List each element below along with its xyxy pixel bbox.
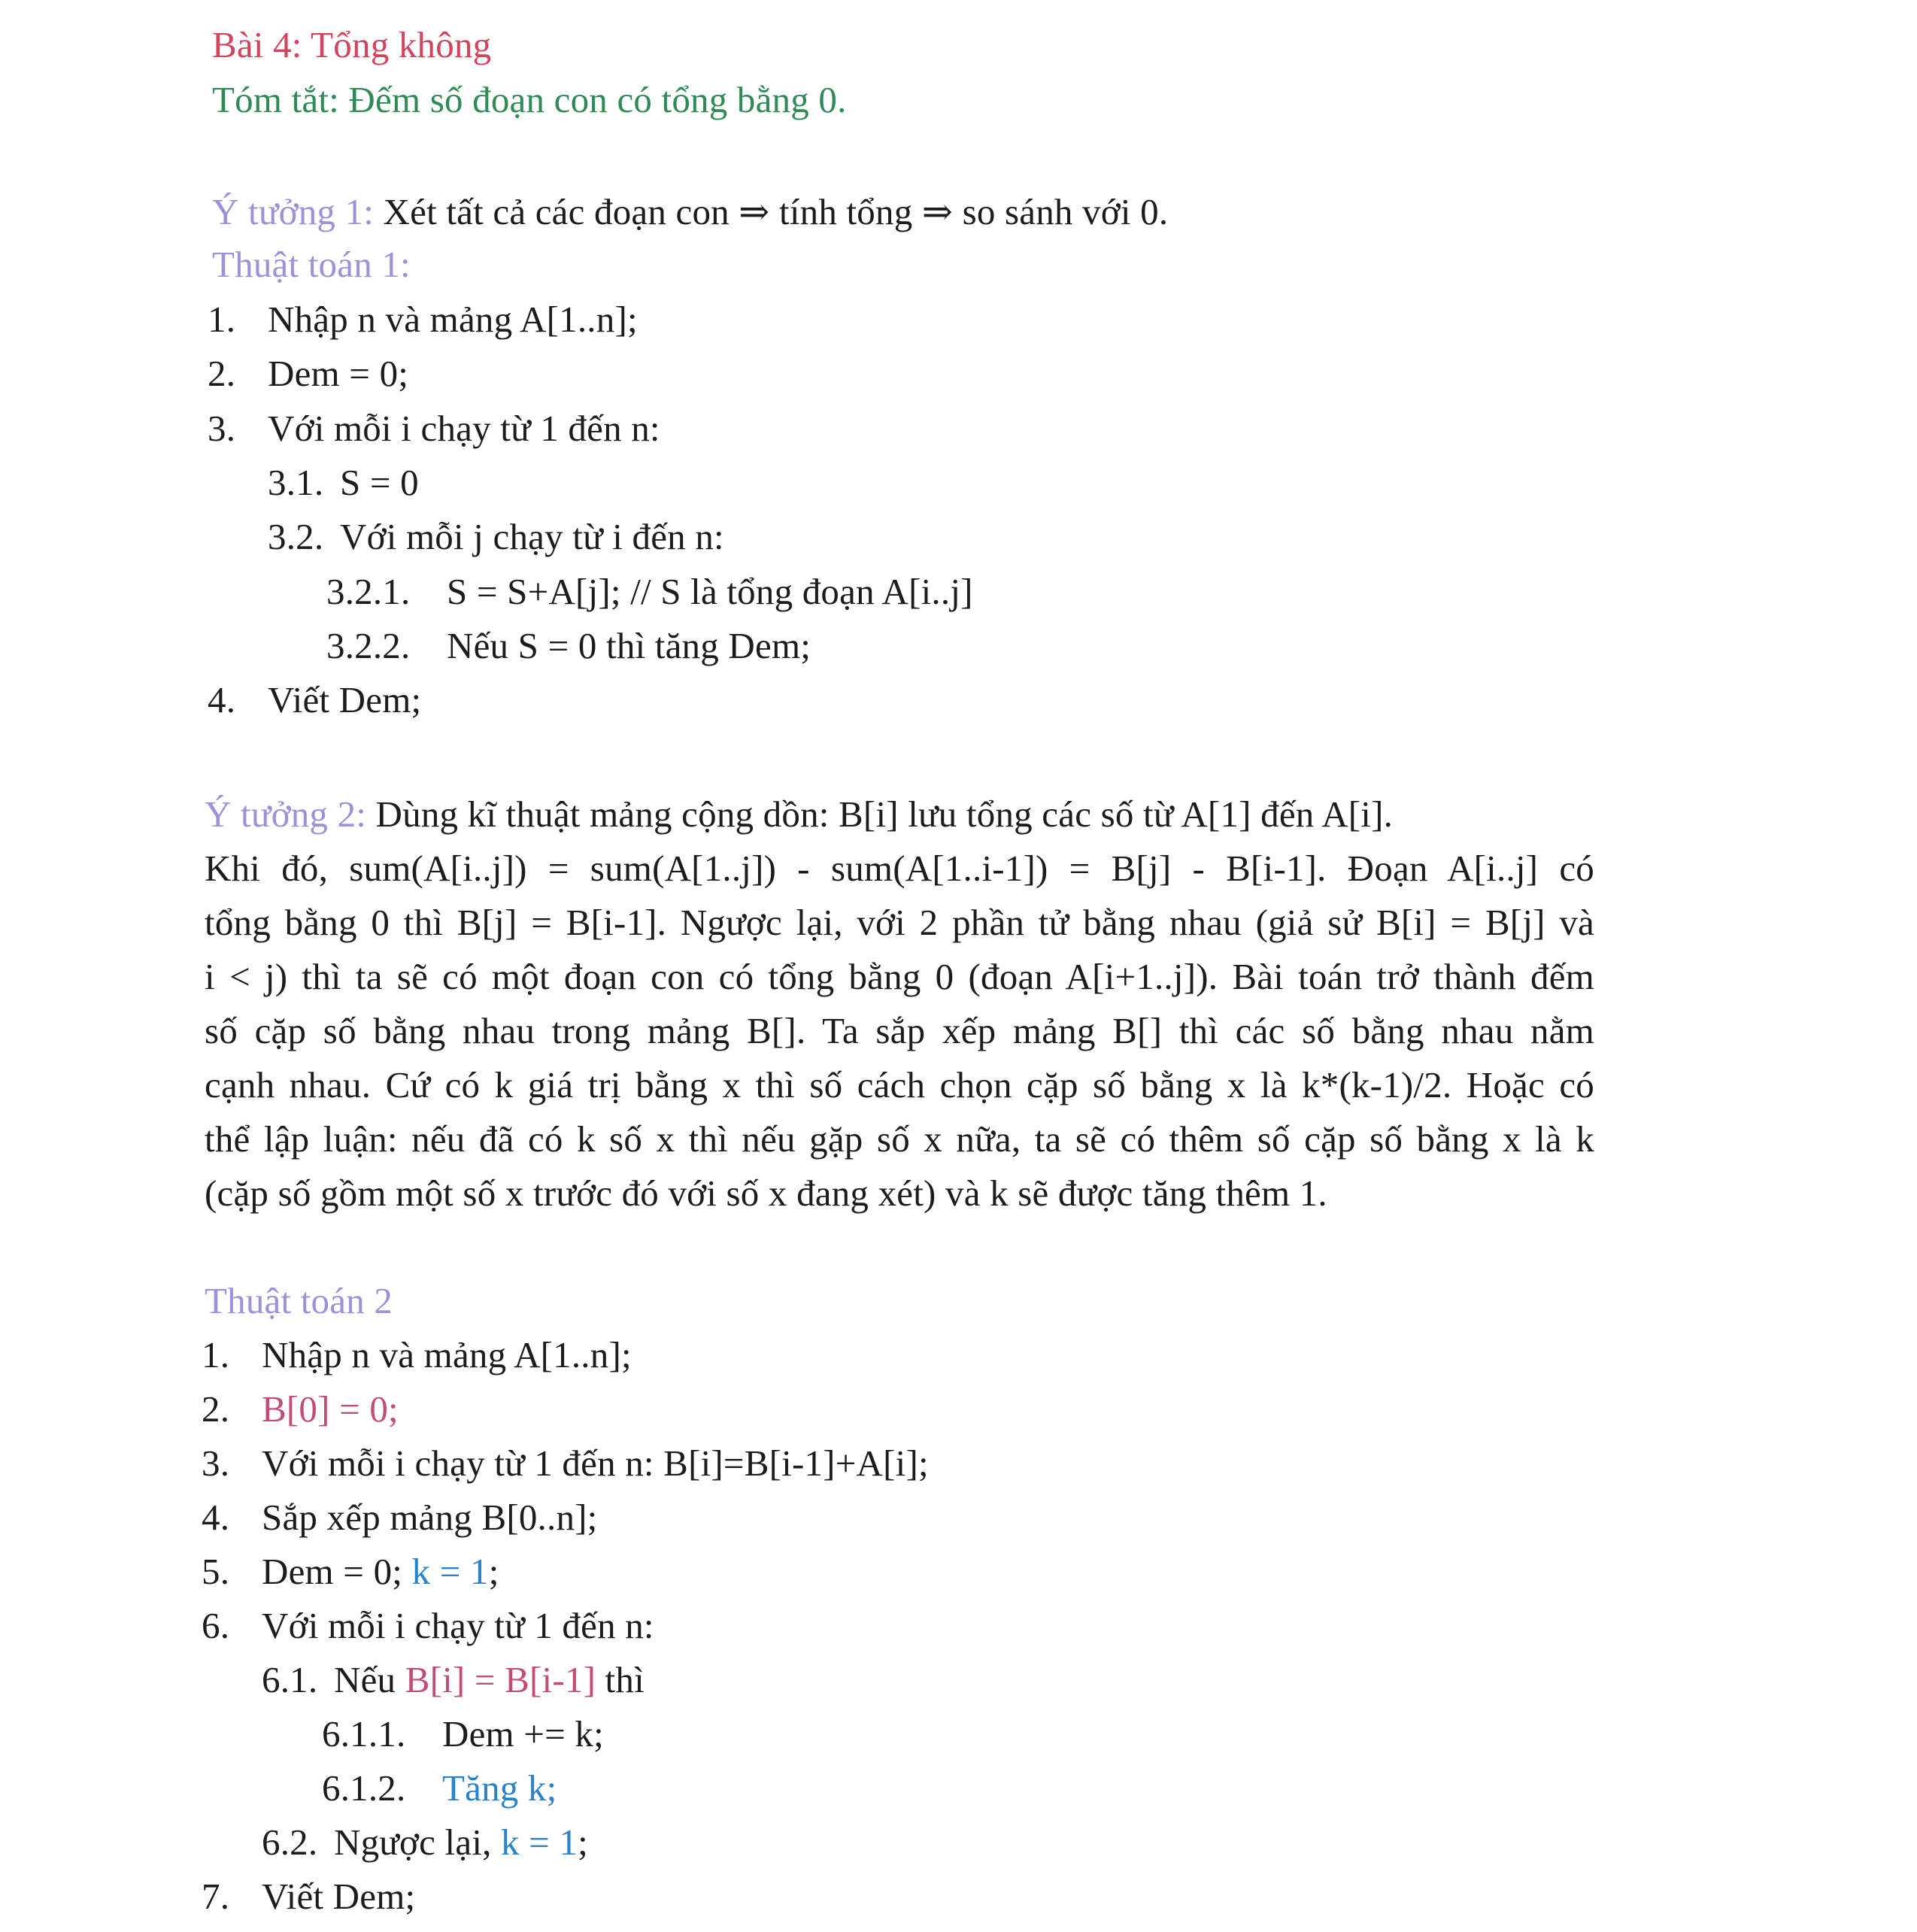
step-text: Ngược lại,: [334, 1821, 502, 1863]
step-text: Nếu S = 0 thì tăng Dem;: [447, 625, 811, 666]
step-number: 2.: [208, 353, 236, 394]
step-number: 3.2.2.: [326, 625, 411, 666]
step-number: 4.: [202, 1497, 230, 1538]
paragraph-line: Khi đó, sum(A[i..j]) = sum(A[1..j]) - sum(A[1..i-1]) = B[j] - B[i-1]. Đoạn A[i..j] có: [205, 848, 1594, 889]
algo2-step: [202, 1549, 499, 1594]
step-text: Nếu: [334, 1659, 405, 1700]
step-text-end: ;: [488, 1551, 499, 1592]
step-text: Dem = 0;: [262, 1551, 412, 1592]
step-text: B[0] = 0;: [262, 1388, 399, 1430]
algo1-step: [208, 351, 408, 396]
highlight-k-reset: k = 1: [501, 1821, 578, 1863]
step-text: Dem += k;: [442, 1713, 604, 1755]
algo1-heading: Thuật toán 1:: [212, 244, 411, 285]
step-number: 1.: [208, 299, 236, 340]
algo2-step: [202, 1495, 598, 1540]
page-title: Bài 4: Tổng không: [212, 24, 492, 65]
idea2-text: Dùng kĩ thuật mảng cộng dồn: B[i] lưu tổng các số từ A[1] đến A[i].: [366, 793, 1394, 835]
step-number: 7.: [202, 1876, 230, 1917]
algo1-step: [268, 460, 419, 505]
highlight-k-init: k = 1: [411, 1551, 489, 1592]
algo2-step: [262, 1820, 588, 1865]
step-text: Dem = 0;: [268, 353, 409, 394]
step-number: 6.1.1.: [322, 1713, 406, 1755]
step-number: 6.2.: [262, 1821, 318, 1863]
step-text: Với mỗi i chạy từ 1 đến n:: [268, 408, 660, 449]
step-text: Viết Dem;: [268, 679, 422, 720]
step-number: 3.2.: [268, 516, 324, 557]
paragraph-line: thể lập luận: nếu đã có k số x thì nếu gặp số x nữa, ta sẽ có thêm số cặp số bằng x là k: [205, 1118, 1594, 1160]
algo1-step: [208, 406, 660, 451]
paragraph-line: tổng bằng 0 thì B[j] = B[i-1]. Ngược lại, với 2 phần tử bằng nhau (giả sử B[i] = B[j] và: [205, 902, 1594, 943]
idea1-text: Xét tất cả các đoạn con ⇒ tính tổng ⇒ so sánh với 0.: [374, 191, 1169, 232]
step-number: 4.: [208, 679, 236, 720]
step-text-end: ;: [578, 1821, 588, 1863]
algo2-step: [322, 1766, 557, 1811]
algo1-step: [208, 297, 638, 342]
algo2-step: [202, 1603, 654, 1648]
highlight-condition: B[i] = B[i-1]: [405, 1659, 596, 1700]
step-text: S = 0: [340, 462, 419, 503]
algo2-heading: Thuật toán 2: [205, 1280, 393, 1321]
algo1-step: [326, 569, 973, 614]
algo1-step: [268, 514, 724, 560]
step-number: 6.1.2.: [322, 1767, 406, 1809]
algo2-step: [202, 1387, 399, 1432]
step-number: 6.: [202, 1605, 230, 1646]
summary: Tóm tắt: Đếm số đoạn con có tổng bằng 0.: [212, 79, 847, 120]
idea1-label: Ý tưởng 1:: [212, 191, 375, 232]
step-text: S = S+A[j]; // S là tổng đoạn A[i..j]: [447, 571, 973, 612]
step-text: Nhập n và mảng A[1..n];: [262, 1334, 632, 1375]
step-text: Với mỗi i chạy từ 1 đến n:: [262, 1605, 654, 1646]
idea1-line: [212, 190, 1168, 235]
step-text: Sắp xếp mảng B[0..n];: [262, 1497, 598, 1538]
algo2-step: [262, 1658, 645, 1703]
step-text: Viết Dem;: [262, 1876, 416, 1917]
algo2-step: [202, 1874, 415, 1919]
step-number: 3.2.1.: [326, 571, 411, 612]
paragraph-line: (cặp số gồm một số x trước đó với số x đang xét) và k sẽ được tăng thêm 1.: [205, 1172, 1327, 1214]
algo2-step: [322, 1712, 604, 1757]
step-number: 3.1.: [268, 462, 324, 503]
step-number: 3.: [208, 408, 236, 449]
step-number: 6.1.: [262, 1659, 318, 1700]
step-text: Với mỗi i chạy từ 1 đến n: B[i]=B[i-1]+A[i];: [262, 1442, 929, 1484]
step-number: 3.: [202, 1442, 230, 1484]
step-text: Tăng k;: [442, 1767, 557, 1809]
algo2-step: [202, 1441, 929, 1486]
step-number: 2.: [202, 1388, 230, 1430]
algo1-step: [208, 678, 421, 723]
step-number: 5.: [202, 1551, 230, 1592]
idea2-label: Ý tưởng 2:: [205, 793, 367, 835]
algo1-step: [326, 623, 811, 669]
paragraph-line: số cặp số bằng nhau trong mảng B[]. Ta sắp xếp mảng B[] thì các số bằng nhau nằm: [205, 1010, 1594, 1051]
algo2-step: [202, 1333, 632, 1378]
step-text-end: thì: [596, 1659, 645, 1700]
step-text: Nhập n và mảng A[1..n];: [268, 299, 638, 340]
step-number: 1.: [202, 1334, 230, 1375]
paragraph-line: i < j) thì ta sẽ có một đoạn con có tổng bằng 0 (đoạn A[i+1..j]). Bài toán trở thành đếm: [205, 956, 1594, 997]
idea2-line: [205, 792, 1393, 837]
paragraph-line: cạnh nhau. Cứ có k giá trị bằng x thì số cách chọn cặp số bằng x là k*(k-1)/2. Hoặc có: [205, 1064, 1594, 1106]
step-text: Với mỗi j chạy từ i đến n:: [340, 516, 724, 557]
